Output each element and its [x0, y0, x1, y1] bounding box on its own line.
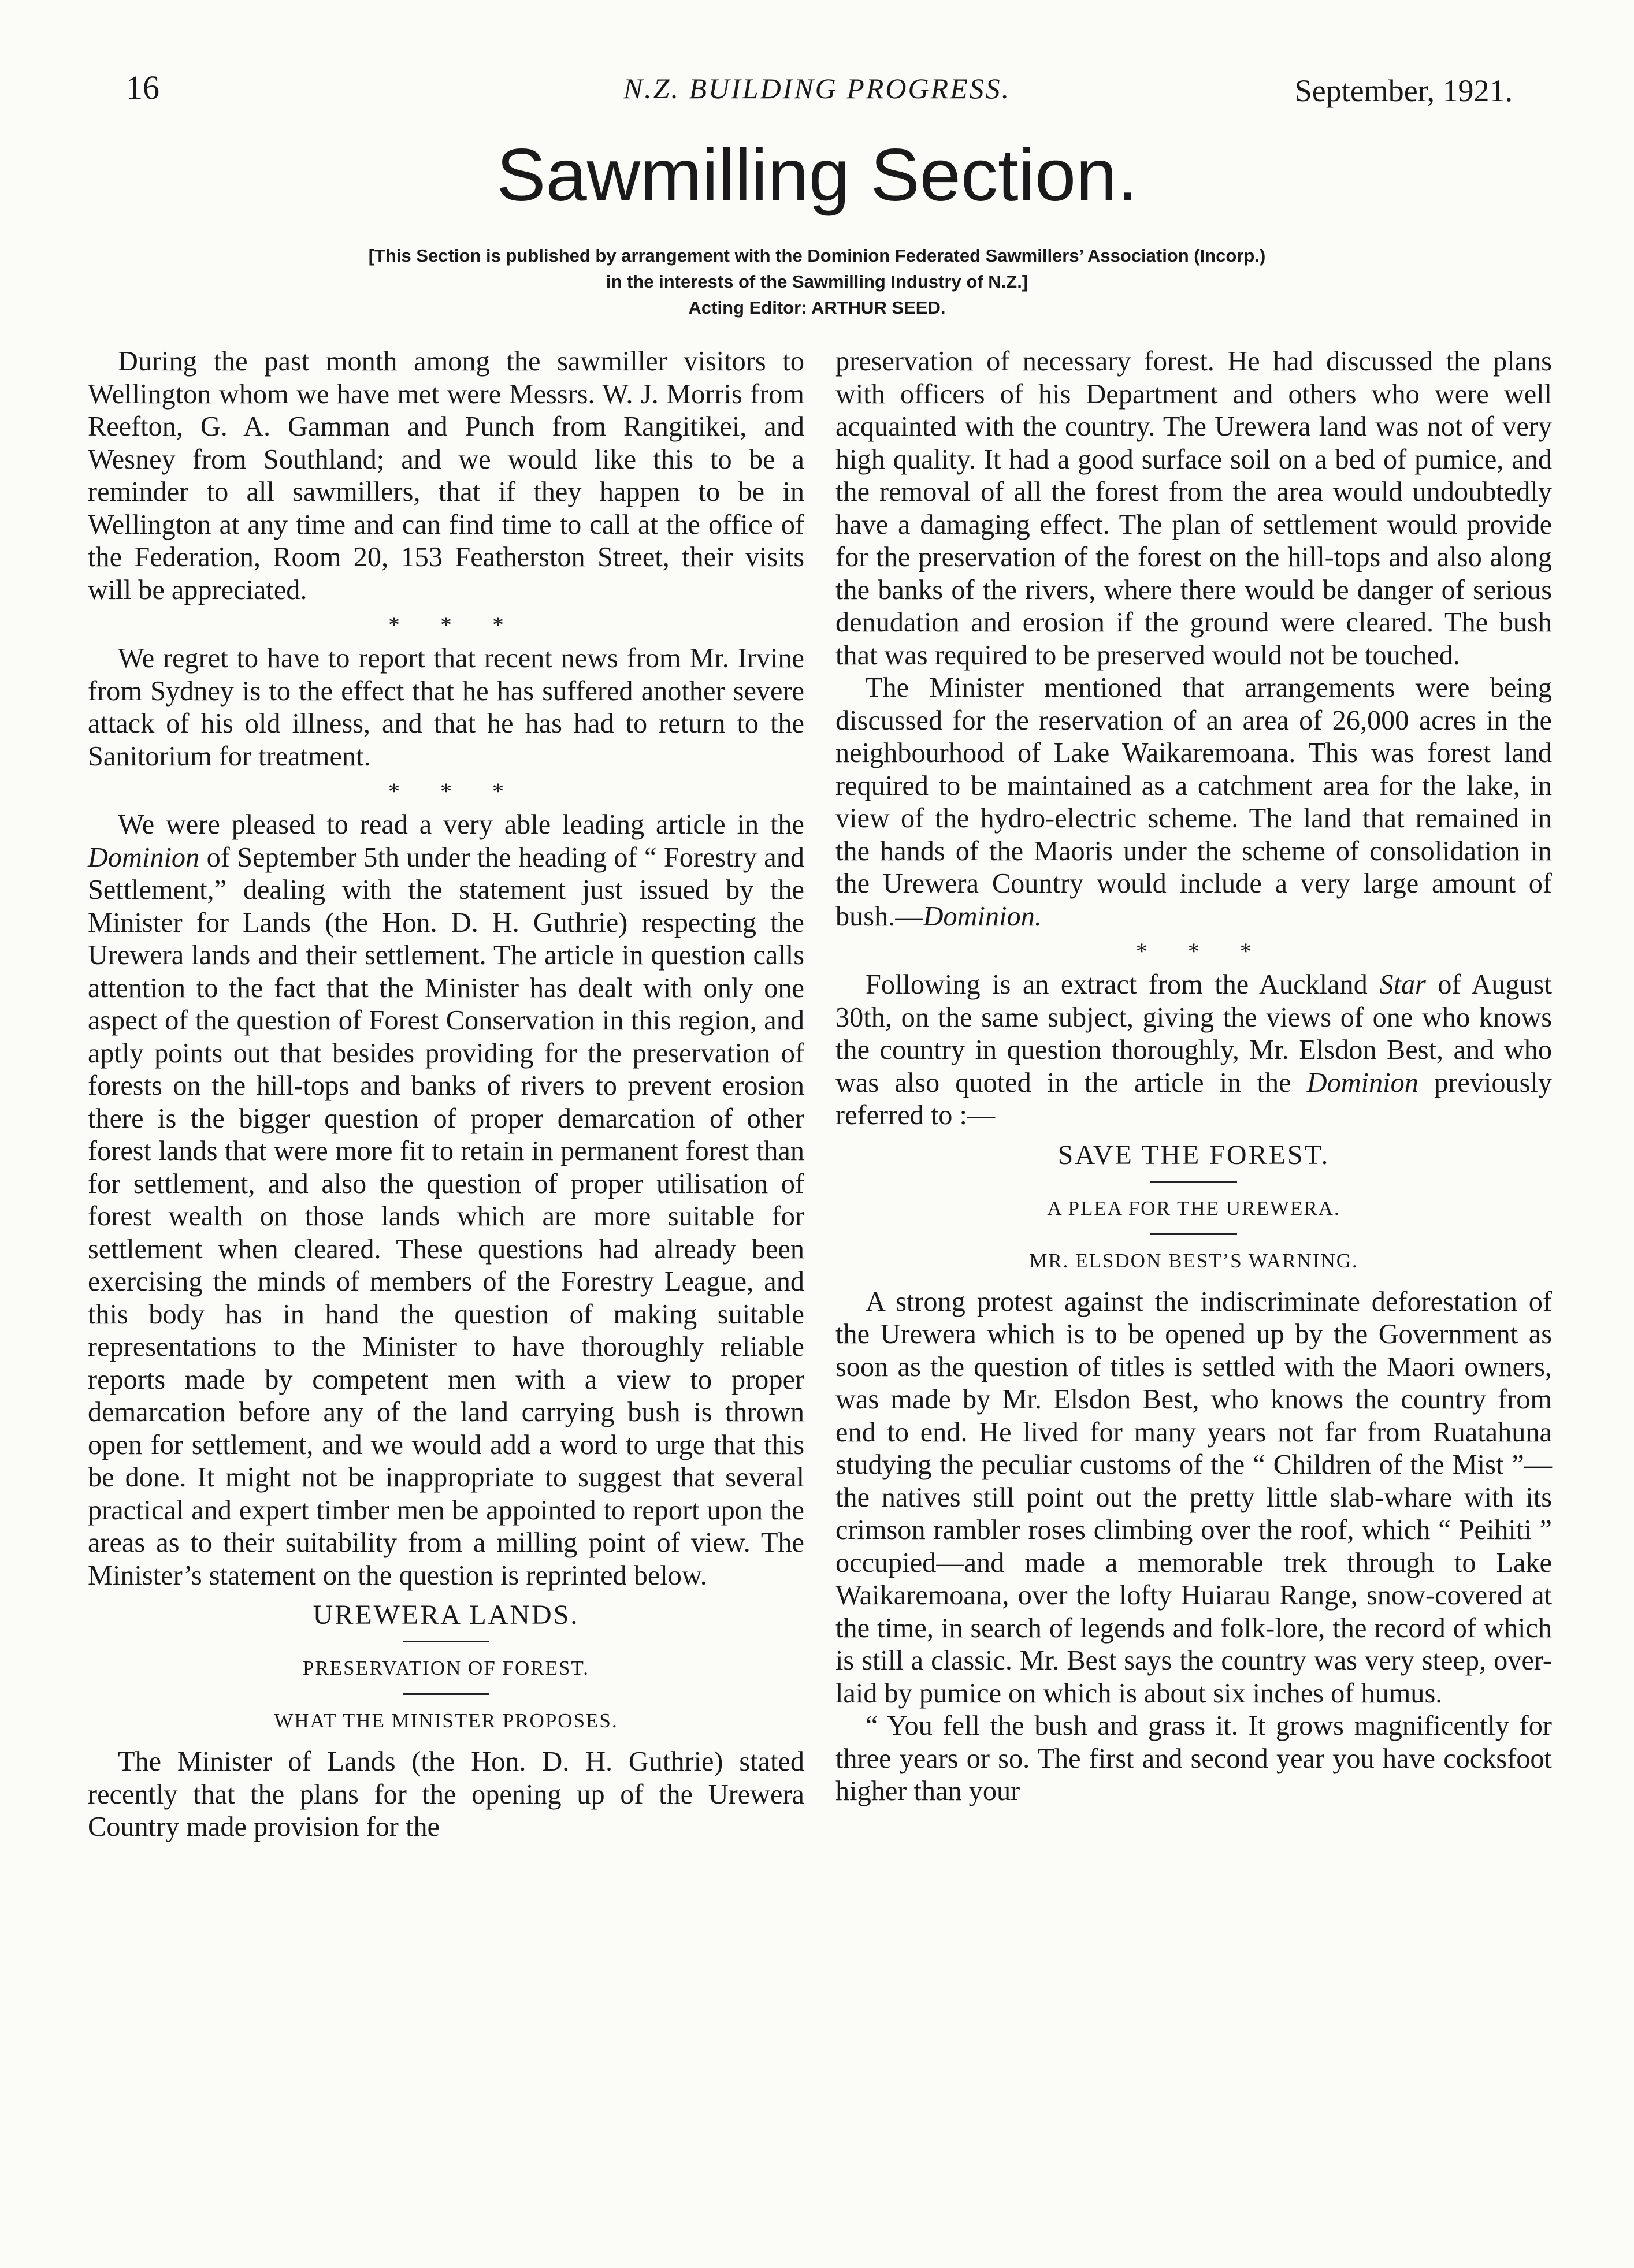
left-column	[88, 345, 804, 1844]
acting-editor-label: Acting Editor:	[688, 298, 807, 318]
paragraph-extract-intro: Following is an extract from the Auckland Star of August 30th, on the same subject, giving the views of one who knows the country in question thoroughly, Mr. Elsdon Best, and who was also quoted in the article in the Dominion previously referred to :—	[835, 969, 1552, 1131]
source-attribution: Dominion.	[923, 901, 1042, 932]
article-subheading: A PLEA FOR THE UREWERA.	[1047, 1196, 1340, 1219]
article-subheading: MR. ELSDON BEST’S WARNING.	[1029, 1249, 1358, 1272]
heading-rule	[403, 1693, 489, 1695]
running-head	[116, 68, 1518, 120]
article-subheading: WHAT THE MINISTER PROPOSES.	[274, 1709, 618, 1732]
paragraph-reservation: The Minister mentioned that arrangements were being discussed for the reservation of an area of 26,000 acres in the neighbourhood of Lake Waikaremoana. This was forest land required to be maintained as a catchment area for the lake, in view of the hydro-electric scheme. The land that remained in the hands of the Maoris under the scheme of consolidation in the Urewera Country would include a very large amount of bush.—Dominion.	[835, 672, 1552, 932]
article-subheading: PRESERVATION OF FOREST.	[302, 1657, 590, 1679]
paragraph-quote: “ You fell the bush and grass it. It grows magnificently for three years or so. The first and second year you have cocksfoot higher than your	[835, 1711, 1552, 1806]
newspaper-name: Dominion	[88, 842, 200, 873]
paragraph-best-protest: A strong protest against the indiscriminate deforestation of the Urewera which is to be opened up by the Government as soon as the question of titles is settled with the Maori owners, was made by Mr. Elsdon Best, who knows the country from end to end. He lived for many years not far from Ruatahuna studying the peculiar customs of the “ Children of the Mist ”—the natives still point out the pretty little slab-whare with its crimson rambler roses climbing over the roof, which “ Peihiti ” occupied—and made a memorable trek through to Lake Waikaremoana, over the lofty Huiarau Range, snow-covered at the time, in search of legends and folk-lore, the record of which is still a classic. Mr. Best says the country was very steep, over-laid by pumice on which is about six inches of humus.	[835, 1286, 1552, 1709]
newspaper-name: Star	[1379, 969, 1426, 1000]
section-note-line-2: in the interests of the Sawmilling Industry of N.Z.]	[606, 272, 1028, 292]
heading-rule	[1150, 1181, 1237, 1183]
section-title: Sawmilling Section.	[496, 134, 1138, 217]
section-separator: * * *	[1136, 938, 1252, 964]
article-heading: UREWERA LANDS.	[313, 1600, 580, 1630]
paragraph-minister: The Minister of Lands (the Hon. D. H. Guthrie) stated recently that the plans for the opening up of the Urewera Country made provision for the	[88, 1746, 804, 1842]
heading-rule	[403, 1641, 489, 1642]
paragraph-leading-article: We were pleased to read a very able leading article in the Dominion of September 5th under the heading of “ Forestry and Settlement,” dealing with the statement just issued by the Minister for Lands (the Hon. D. H. Guthrie) respecting the Urewera lands and their settlement. The article in question calls attention to the fact that the Minister has dealt with only one aspect of the question of Forest Conservation in this region, and aptly points out that besides providing for the preservation of forests on the hill-tops and banks of rivers to prevent erosion there is the bigger question of proper demarcation of other forest lands that were more fit to retain in permanent forest than for settlement, and also the question of proper utilisation of forest wealth on those lands which are more suitable for settlement when cleared. These questions had already been exercising the minds of members of the Forestry League, and this body has in hand the question of making suitable representations to the Minister to have thoroughly reliable reports made by competent men with a view to proper demarcation before any of the land carrying bush is thrown open for settlement, and we would add a word to urge that this be done. It might not be inappropriate to suggest that several practical and expert timber men be appointed to report upon the areas as to their suitability from a milling point of view. The Minister’s statement on the question is reprinted below.	[88, 809, 804, 1591]
paragraph-preservation: preservation of necessary forest. He had discussed the plans with officers of his Department and others who were well acquainted with the country. The Urewera land was not of very high quality. It had a good surface soil on a bed of pumice, and the removal of all the forest from the area would undoubtedly have a damaging effect. The plan of settlement would provide for the preservation of the forest on the hill-tops and also along the banks of the rivers, where there would be danger of serious denudation and erosion if the ground were cleared. The bush that was required to be preserved would not be touched.	[835, 346, 1552, 671]
section-separator: * * *	[388, 778, 504, 804]
newspaper-name: Dominion	[1306, 1067, 1418, 1098]
page-number: 16	[126, 69, 159, 106]
article-heading: SAVE THE FOREST.	[1057, 1139, 1330, 1170]
issue-date: September, 1921.	[1294, 73, 1513, 108]
section-separator: * * *	[388, 612, 504, 638]
section-note-line-1: [This Section is published by arrangement with the Dominion Federated Sawmillers’ Association (Incorp.)	[368, 246, 1266, 266]
acting-editor-name: ARTHUR SEED.	[811, 298, 946, 318]
section-note	[0, 243, 1634, 321]
heading-rule	[1150, 1233, 1237, 1235]
right-column	[835, 345, 1552, 1808]
acting-editor	[0, 295, 1634, 321]
paragraph-visitors: During the past month among the sawmiller visitors to Wellington whom we have met were Messrs. W. J. Morris from Reefton, G. A. Gamman and Punch from Rangitikei, and Wesney from Southland; and we would like this to be a reminder to all sawmillers, that if they happen to be in Wellington at any time and can find time to call at the office of the Federation, Room 20, 153 Featherston Street, their visits will be appreciated.	[88, 346, 804, 605]
paragraph-irvine: We regret to have to report that recent news from Mr. Irvine from Sydney is to the effect that he has suffered another severe attack of his old illness, and that he has had to return to the Sanitorium for treatment.	[88, 643, 804, 772]
journal-title: N.Z. BUILDING PROGRESS.	[623, 72, 1011, 105]
